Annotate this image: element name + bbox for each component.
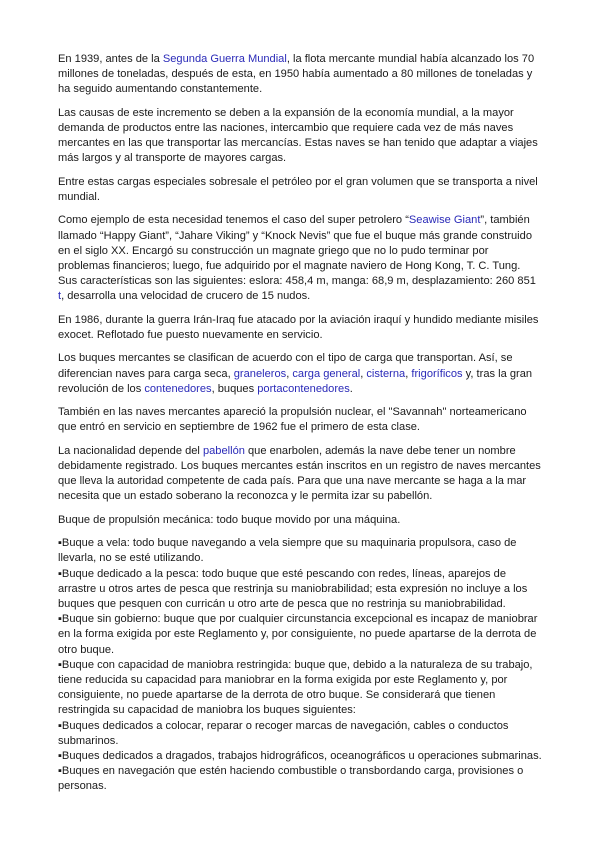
link-pabellon[interactable]: pabellón [202, 444, 245, 457]
paragraph-1 [58, 52, 542, 98]
link-graneleros[interactable]: graneleros [233, 367, 287, 380]
text-run: En 1939, antes de la [58, 53, 163, 65]
text-run: En 1986, durante la guerra Irán-Iraq fue atacado por la aviación iraquí y hundido mediante misiles exocet. Reflotado fue puesto nuevamente en servicio. [58, 313, 539, 341]
link-cisterna[interactable]: cisterna [366, 367, 406, 380]
text-run: Buque de propulsión mecánica: todo buque movido por una máquina. [58, 513, 401, 526]
text-run: que enarbolen, además la nave debe tener un nombre debidamente registrado. Los buques mercantes están inscritos en un registro de naves mercantes que lleva la autoridad competente de cada país. Para que una nave mercante se haga a la mar necesita que un estado soberano la reconozca y le permita izar su pabellón. [58, 444, 541, 503]
link-segunda-guerra-mundial[interactable]: Segunda Guerra Mundial [162, 53, 287, 65]
bullet-item: ▪Buque con capacidad de maniobra restringida: buque que, debido a la naturaleza de su trabajo, tiene reducida su capacidad para maniobrar en la forma exigida por este Reglamento y, por consiguiente, no puede apartarse de la derrota de otro buque. Se considerará que tienen restringida su capacidad de maniobra los buques siguientes: [58, 658, 533, 717]
paragraph-2 [58, 106, 542, 167]
text-run: También en las naves mercantes apareció la propulsión nuclear, el "Savannah" norteamericano que entró en servicio en septiembre de 1962 fue el primero de esta clase. [58, 406, 527, 434]
text-run: La nacionalidad depende del [58, 444, 203, 457]
text-run: , [405, 367, 412, 380]
link-portacontenedores[interactable]: portacontenedores [257, 382, 350, 395]
bullet-item: ▪Buques en navegación que estén haciendo combustible o transbordando carga, provisiones o personas. [58, 765, 524, 793]
text-run: Entre estas cargas especiales sobresale el petróleo por el gran volumen que se transporta a nivel mundial. [58, 175, 538, 203]
text-run: Las causas de este incremento se deben a la expansión de la economía mundial, a la mayor demanda de productos entre las naciones, intercambio que requiere cada vez de más naves mercantes en las que transportar las mercancías. Estas naves se han tenido que adaptar a viajes más largos y al transporte de mayores cargas. [58, 106, 538, 165]
bullet-item: ▪Buque a vela: todo buque navegando a vela siempre que su maquinaria propulsora, caso de llevarla, no se esté utilizando. [58, 537, 517, 565]
text-run: , buques [211, 382, 258, 395]
paragraph-6 [58, 351, 542, 397]
text-run: . [349, 382, 353, 395]
link-contenedores[interactable]: contenedores [144, 382, 212, 395]
paragraph-5 [58, 313, 542, 343]
link-t[interactable]: t [58, 290, 62, 303]
text-run: Como ejemplo de esta necesidad tenemos el caso del super petrolero “ [58, 214, 409, 227]
text-run: , la flota mercante mundial había alcanzado los 70 millones de toneladas, después de esta, en 1950 había aumentado a 80 millones de toneladas y ha seguido aumentando constantemente. [58, 53, 535, 96]
paragraph-9 [58, 513, 542, 528]
text-run: Los buques mercantes se clasifican de acuerdo con el tipo de carga que transportan. Así, se diferencian naves para carga seca, [58, 352, 513, 380]
paragraph-7 [58, 405, 542, 435]
paragraph-4 [58, 213, 542, 304]
bullet-item: ▪Buque dedicado a la pesca: todo buque que esté pescando con redes, líneas, aparejos de arrastre u otros artes de pesca que restrinja su maniobrabilidad; esta expresión no incluye a los buques que pesquen con curricán u otro arte de pesca que no restrinja su maniobrabilidad. [58, 567, 528, 610]
bullet-item: ▪Buques dedicados a colocar, reparar o recoger marcas de navegación, cables o conductos submarinos. [58, 719, 509, 747]
link-frigorificos[interactable]: frigoríficos [411, 367, 463, 380]
text-run: , desarrolla una velocidad de crucero de 15 nudos. [61, 290, 311, 303]
link-seawise-giant[interactable]: Seawise Giant [408, 214, 481, 227]
paragraph-3 [58, 175, 542, 205]
document-body [58, 52, 542, 795]
bullet-item: ▪Buques dedicados a dragados, trabajos hidrográficos, oceanográficos u operaciones submarinas. [58, 750, 542, 763]
bullet-item: ▪Buque sin gobierno: buque que por cualquier circunstancia excepcional es incapaz de maniobrar en la forma exigida por este Reglamento y, por consiguiente, no puede apartarse de la derrota de otro buque. [58, 613, 538, 656]
link-carga-general[interactable]: carga general [292, 367, 361, 380]
text-run: ”, también llamado “Happy Giant”, “Jahare Viking” y “Knock Nevis” que fue el buque más grande construido en el siglo XX. Encargó su construcción un magnate griego que no lo pudo terminar por problemas financieros; luego, fue adquirido por el magnate naviero de Hong Kong, T. C. Tung. Sus características son las siguientes: eslora: 458,4 m, manga: 68,9 m, desplazamiento: 260 851 [58, 214, 536, 288]
text-run: , [286, 367, 293, 380]
text-run: y, tras la gran revolución de los [58, 367, 533, 395]
paragraph-8 [58, 444, 542, 505]
text-run: , [360, 367, 367, 380]
